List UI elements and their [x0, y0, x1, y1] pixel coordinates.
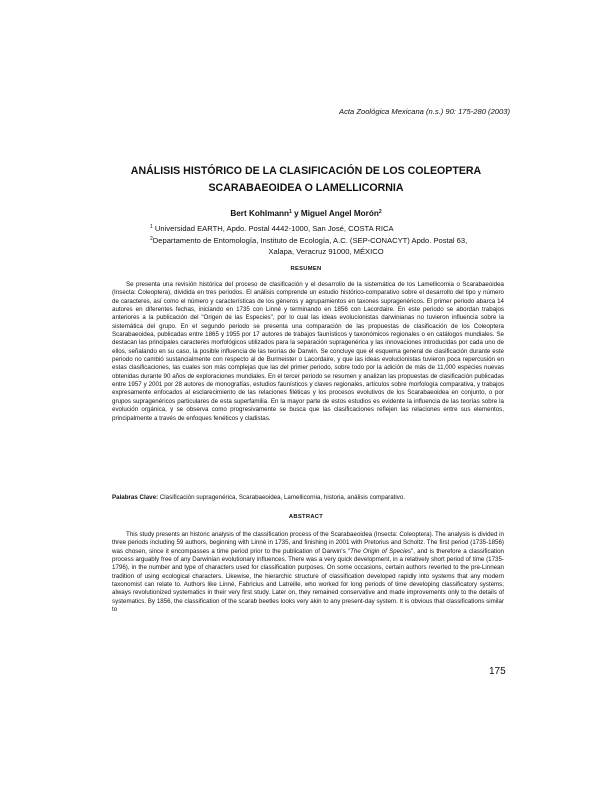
author-name: Miguel Angel Morón: [300, 209, 379, 218]
abstract-text: ", and is therefore a classification process arguably free of any Darwinian evolutionary influences. There was a very quick development, in a relatively short period of time (1735-1796), in the number and type of characters used for classification purposes. On some occasions, certain authors reverted to the pre-Linnean tradition of using ecological characters. Likewise, the hierarchic structure of classification developed rapidly into systems that any modern taxonomist can relate to. Authors like Linné, Fabricius and Latreille, who worked for long periods of time developing classificatory systems, always revolutionized systematics in their very first study. Later on, they remained conservative and made improvements only to the details of systematics. By 1856, the classification of the scarab beetles looks very akin to any present-day system. It is obvious that classifications similar to: [112, 547, 504, 614]
affiliation-line: [150, 235, 502, 247]
resumen-paragraph: Se presenta una revisión histórica del proceso de clasificación y el desarrollo de la sistemática de los Lamellicornia o Scarabaeoidea (Insecta: Coleoptera), dividida en tres periodos. El análisis comprende un estudio histórico-comparativo sobre el desarrollo del tipo y número de caracteres, así como el número y características de los géneros y agrupamientos en taxones supragenéricos. El primer periodo abarca 14 autores en diferentes fechas, iniciando en 1735 con Linné y terminando en 1856 con Lacordaire. En este periodo se abordan trabajos anteriores a la publicación del "Origen de las Especies", por lo cual las ideas evolucionistas darwinianas no tuvieron influencia sobre la sistemática del grupo. En el segundo periodo se presenta una comparación de las propuestas de clasificación de los Coleoptera Scarabaeoidea, publicadas entre 1865 y 1955 por 17 autores de trabajos faunísticos y taxonómicos regionales o en catálogos mundiales. Se destacan las principales caracteres morfológicos utilizados para la separación supragenérica y las innovaciones introducidas por cada uno de ellos, señalando en su caso, la posible influencia de las teorías de Darwin. Se concluye que el esquema general de clasificación durante este periodo no cambió sustancialmente con respecto al de Burmeister o Lacordaire, y que las ideas evolucionistas tuvieron poca repercusión en estas clasificaciones, las cuales son más complejas que las del primer periodo, sobre todo por la adición de más de 11,000 especies nuevas obtenidas durante 90 años de exploraciones mundiales. En el tercer periodo se resumen y analizan las propuestas de clasificación publicadas entre 1957 y 2001 por 28 autores de monografías, estudios faunísticos y claves regionales, artículos sobre morfología comparativa, y trabajos expresamente enfocados al esclarecimiento de las relaciones filéticas y los procesos evolutivos de los Scarabaeoidea en conjunto, o por grupos supragenéricos particulares de esta superfamilia. En la mayor parte de estos estudios es evidente la influencia de las teorías sobre la evolución orgánica, y se observa como progresivamente se busca que las clasificaciones reflejen las relaciones entre sus elementos, principalmente a través de enfoques fenéticos y cladistas.: [112, 281, 504, 422]
affiliation-text: Universidad EARTH, Apdo. Postal 4442-1000, San José, COSTA RICA: [154, 224, 394, 233]
abstract-text: This study presents an historic analysis of the classification process of the Scarabaeoidea (Insecta: Coleoptera). The analysis is divided in three periods including 59 authors, beginning with Linné in 1735, and finishing in 2001 with Pretorius and Scholtz. The first period (1735-1856) was chosen, since it encompasses a time period prior to the publication of Darwin's ": [112, 531, 504, 555]
abstract-paragraph: [112, 531, 504, 659]
affiliations: [150, 223, 502, 258]
abstract-heading: ABSTRACT: [288, 514, 324, 520]
affiliation-text: Departamento de Entomología, Instituto de Ecología, A.C. (SEP-CONACYT) Apdo. Postal 63,: [152, 235, 468, 245]
affiliation-line: Xalapa, Veracruz 91000, MÉXICO: [268, 247, 384, 257]
affiliation-marker: 1: [289, 209, 292, 215]
affiliation-marker: 2: [378, 209, 382, 215]
paper-title: [90, 163, 522, 197]
keywords: [112, 494, 504, 502]
affiliation-marker: 1: [150, 224, 153, 230]
author-name: Bert Kohlmann: [230, 209, 290, 218]
resumen-heading: RESUMEN: [290, 266, 322, 272]
author-list: [90, 209, 522, 218]
page-number: 175: [489, 666, 506, 677]
keywords-text: Clasificación supragenérica, Scarabaeoidea, Lamellicornia, historia, análisis comparativo.: [158, 494, 406, 501]
author-connector: y: [291, 209, 301, 218]
keywords-label: Palabras Clave:: [112, 494, 159, 501]
title-line-2: SCARABAEOIDEA O LAMELLICORNIA: [208, 182, 404, 194]
title-line-1: ANÁLISIS HISTÓRICO DE LA CLASIFICACIÓN DE LOS COLEOPTERA: [130, 165, 482, 177]
affiliation-line: [150, 223, 502, 235]
affiliation-marker: 2: [150, 235, 153, 242]
abstract-italic-title: The Origin of Species: [350, 547, 412, 555]
journal-reference: Acta Zoológica Mexicana (n.s.) 90: 175-280 (2003): [339, 107, 510, 116]
